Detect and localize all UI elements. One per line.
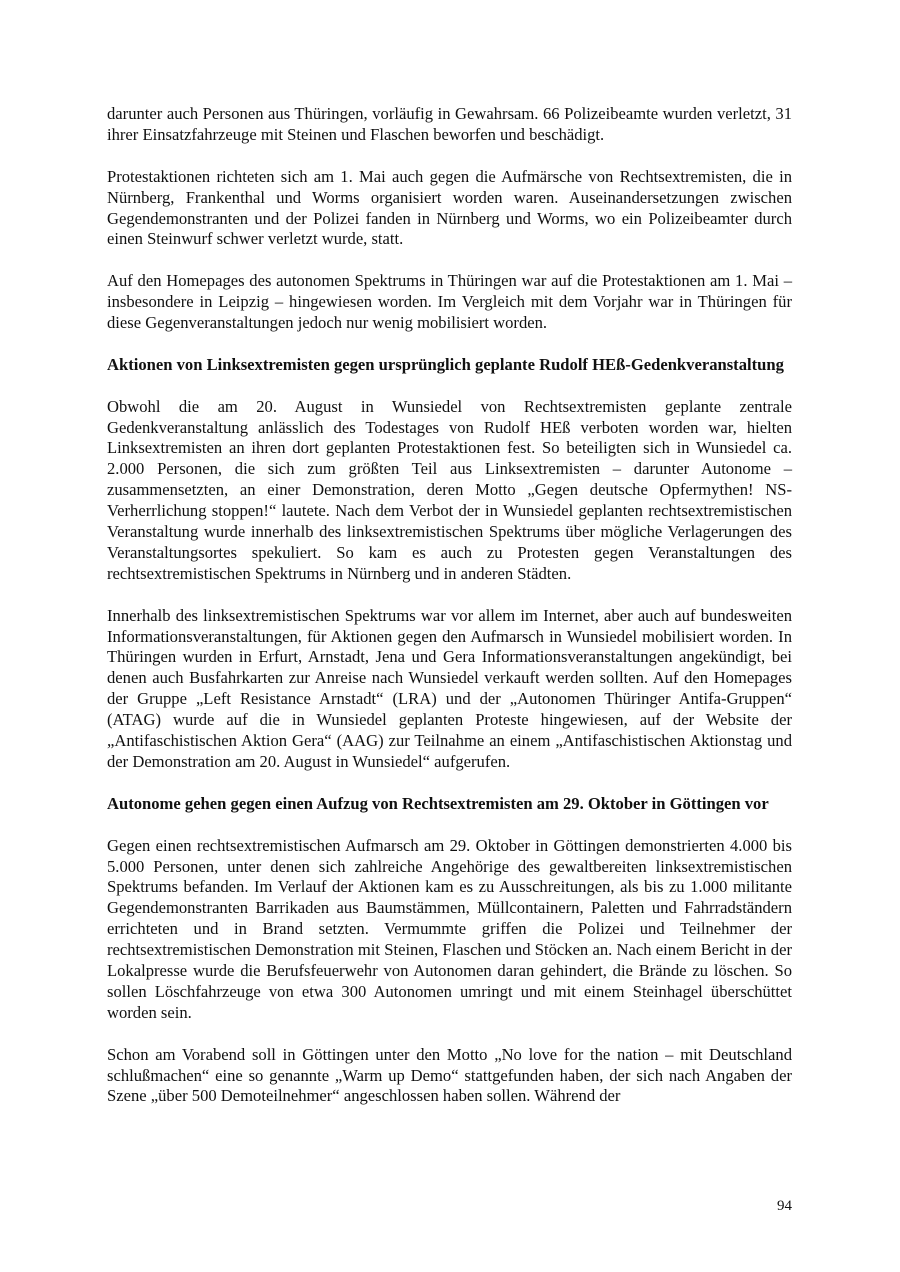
paragraph: Gegen einen rechtsextremistischen Aufmarsch am 29. Oktober in Göttingen demonstrierten 4.000 bis 5.000 Personen, unter denen sich zahlreiche Angehörige des gewaltbereiten linksextremistischen Spektrums befanden. Im Verlauf der Aktionen kam es zu Ausschreitungen, als bis zu 1.000 militante Gegendemonstranten Barrikaden aus Baumstämmen, Müllcontainern, Paletten und Fahrradständern errichteten und in Brand setzten. Vermummte griffen die Polizei und Teilnehmer der rechtsextremistischen Demonstration mit Steinen, Flaschen und Stöcken an. Nach einem Bericht in der Lokalpresse wurde die Berufsfeuerwehr von Autonomen daran gehindert, die Brände zu löschen. So sollen Löschfahrzeuge von etwa 300 Autonomen umringt und mit einem Steinhagel überschüttet worden sein. <box>107 835 792 1022</box>
paragraph: Auf den Homepages des autonomen Spektrums in Thüringen war auf die Protestaktionen am 1. Mai – insbesondere in Leipzig – hingewiesen worden. Im Vergleich mit dem Vorjahr war in Thüringen für diese Gegenveranstaltungen jedoch nur wenig mobilisiert worden. <box>107 271 792 333</box>
document-page <box>107 104 792 1128</box>
section-heading: Aktionen von Linksextremisten gegen ursprünglich geplante Rudolf HEß-Gedenkveranstaltung <box>107 354 784 374</box>
page-number: 94 <box>777 1198 792 1214</box>
paragraph: Schon am Vorabend soll in Göttingen unter den Motto „No love for the nation – mit Deutschland schlußmachen“ eine so genannte „Warm up Demo“ stattgefunden haben, der sich nach Angaben der Szene „über 500 Demoteilnehmer“ angeschlossen haben sollen. Während der <box>107 1044 792 1106</box>
paragraph: darunter auch Personen aus Thüringen, vorläufig in Gewahrsam. 66 Polizeibeamte wurden verletzt, 31 ihrer Einsatzfahrzeuge mit Steinen und Flaschen beworfen und beschädigt. <box>107 104 792 144</box>
paragraph: Protestaktionen richteten sich am 1. Mai auch gegen die Aufmärsche von Rechtsextremisten, die in Nürnberg, Frankenthal und Worms organisiert worden waren. Auseinandersetzungen zwischen Gegendemonstranten und der Polizei fanden in Nürnberg und Worms, wo ein Polizeibeamter durch einen Steinwurf schwer verletzt wurde, statt. <box>107 166 792 249</box>
paragraph: Obwohl die am 20. August in Wunsiedel von Rechtsextremisten geplante zentrale Gedenkveranstaltung anlässlich des Todestages von Rudolf HEß verboten worden war, hielten Linksextremisten an ihren dort geplanten Protestaktionen fest. So beteiligten sich in Wunsiedel ca. 2.000 Personen, die sich zum größten Teil aus Linksextremisten – darunter Autonome – zusammensetzten, an einer Demonstration, deren Motto „Gegen deutsche Opfermythen! NS-Verherrlichung stoppen!“ lautete. Nach dem Verbot der in Wunsiedel geplanten rechtsextremistischen Veranstaltung wurde innerhalb des linksextremistischen Spektrums über mögliche Verlagerungen des Veranstaltungsortes spekuliert. So kam es auch zu Protesten gegen Veranstaltungen des rechtsextremistischen Spektrums in Nürnberg und in anderen Städten. <box>107 396 792 583</box>
section-heading: Autonome gehen gegen einen Aufzug von Rechtsextremisten am 29. Oktober in Göttingen vor <box>107 793 769 813</box>
paragraph: Innerhalb des linksextremistischen Spektrums war vor allem im Internet, aber auch auf bundesweiten Informationsveranstaltungen, für Aktionen gegen den Aufmarsch in Wunsiedel mobilisiert worden. In Thüringen wurden in Erfurt, Arnstadt, Jena und Gera Informationsveranstaltungen angekündigt, bei denen auch Busfahrkarten zur Anreise nach Wunsiedel verkauft werden sollten. Auf den Homepages der Gruppe „Left Resistance Arnstadt“ (LRA) und der „Autonomen Thüringer Antifa-Gruppen“ (ATAG) wurde auf die in Wunsiedel geplanten Proteste hingewiesen, auf der Website der „Antifaschistischen Aktion Gera“ (AAG) zur Teilnahme an einem „Antifaschistischen Aktionstag und der Demonstration am 20. August in Wunsiedel“ aufgerufen. <box>107 605 792 772</box>
